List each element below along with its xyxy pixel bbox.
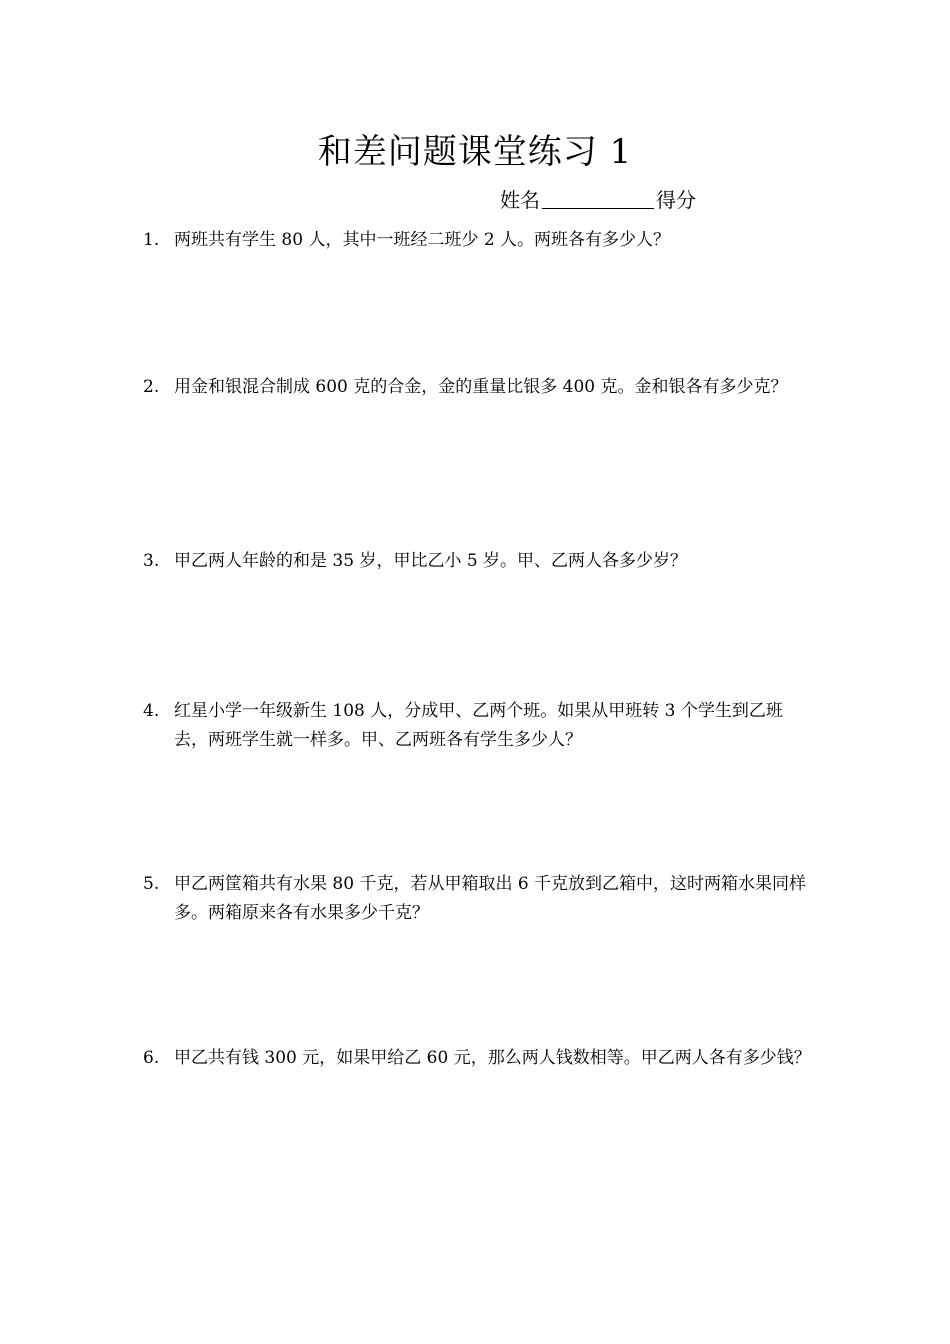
problem-5 [143, 870, 813, 928]
problem-3 [143, 547, 813, 576]
name-score-line [500, 186, 696, 214]
problem-text: 甲乙两筐箱共有水果 80 千克，若从甲箱取出 6 千克放到乙箱中，这时两箱水果同样多。两箱原来各有水果多少千克？ [174, 874, 807, 923]
problem-2 [143, 373, 813, 402]
problem-number: 5. [143, 874, 160, 894]
problem-text: 甲乙共有钱 300 元，如果甲给乙 60 元，那么两人钱数相等。甲乙两人各有多少钱？ [174, 1048, 811, 1068]
problem-number: 1. [143, 230, 160, 250]
problem-text: 甲乙两人年龄的和是 35 岁，甲比乙小 5 岁。甲、乙两人各多少岁？ [174, 551, 688, 571]
problem-4 [143, 697, 813, 755]
problem-number: 2. [143, 377, 160, 397]
problem-text: 红星小学一年级新生 108 人，分成甲、乙两个班。如果从甲班转 3 个学生到乙班去，两班学生就一样多。甲、乙两班各有学生多少人？ [174, 701, 783, 750]
problem-6 [143, 1044, 813, 1073]
problem-number: 4. [143, 701, 160, 721]
problem-1 [143, 226, 813, 255]
name-blank[interactable] [542, 188, 654, 209]
problem-number: 3. [143, 551, 160, 571]
problem-number: 6. [143, 1048, 160, 1068]
name-label: 姓名 [500, 188, 540, 212]
score-label: 得分 [656, 188, 696, 212]
problem-text: 用金和银混合制成 600 克的合金，金的重量比银多 400 克。金和银各有多少克？ [174, 377, 788, 397]
problem-text: 两班共有学生 80 人，其中一班经二班少 2 人。两班各有多少人？ [174, 230, 671, 250]
page-title: 和差问题课堂练习 1 [317, 132, 633, 172]
